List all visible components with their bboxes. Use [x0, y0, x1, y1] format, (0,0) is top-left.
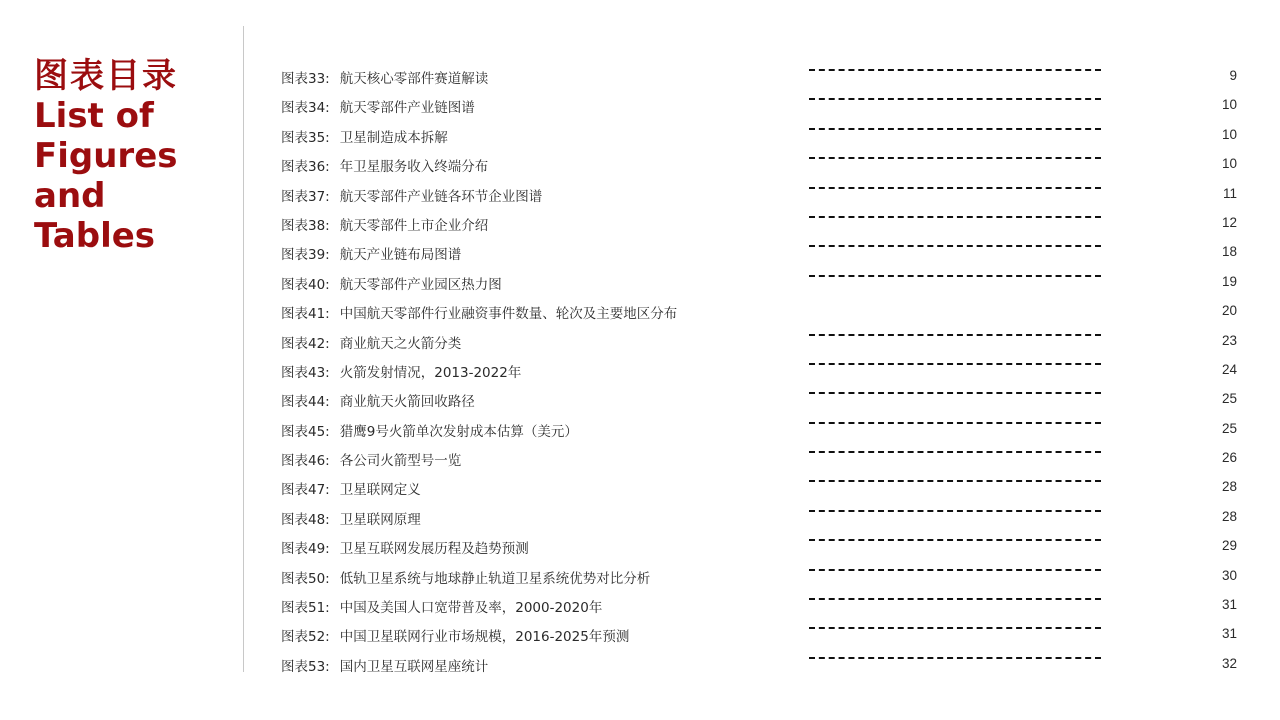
toc-entry[interactable]: [281, 531, 1241, 560]
toc-entry-title: 中国航天零部件行业融资事件数量、轮次及主要地区分布: [339, 306, 678, 323]
toc-entry-number: 图表39:: [281, 247, 330, 264]
toc-page-number: 12: [1221, 214, 1237, 230]
toc-page-number: 9: [1229, 68, 1237, 83]
toc-entry-title: 中国及美国人口宽带普及率，2000-2020年: [339, 600, 603, 617]
toc-entry[interactable]: [281, 649, 1241, 678]
toc-entry-title: 火箭发射情况，2013-2022年: [339, 364, 522, 381]
figure-list: [281, 61, 1241, 678]
toc-entry-label[interactable]: [281, 332, 461, 352]
toc-entry-label[interactable]: [281, 67, 488, 87]
toc-leader-dots: [809, 128, 1101, 130]
toc-entry-number: 图表37:: [281, 188, 330, 205]
toc-entry-title: 猎鹰9号火箭单次发射成本估算（美元）: [339, 423, 578, 440]
toc-entry-number: 图表34:: [281, 100, 330, 117]
toc-entry-label[interactable]: [281, 596, 602, 616]
toc-entry-label[interactable]: [281, 214, 488, 234]
toc-page-number: 28: [1221, 508, 1237, 524]
toc-entry-number: 图表35:: [281, 129, 330, 146]
toc-entry-number: 图表40:: [281, 276, 330, 293]
toc-entry-number: 图表47:: [281, 482, 330, 499]
toc-page-number: 31: [1221, 597, 1237, 613]
toc-entry-title: 航天产业链布局图谱: [339, 247, 462, 264]
toc-entry-label[interactable]: [281, 243, 461, 263]
toc-entry-label[interactable]: [281, 567, 650, 587]
toc-page-number: 24: [1221, 361, 1237, 377]
toc-leader-dots: [809, 422, 1101, 424]
toc-entry[interactable]: [281, 267, 1241, 296]
toc-leader-dots: [809, 98, 1101, 100]
toc-leader-dots: [809, 334, 1101, 336]
toc-leader-dots: [809, 598, 1101, 600]
toc-entry-number: 图表51:: [281, 600, 330, 617]
toc-entry-number: 图表43:: [281, 364, 330, 381]
toc-leader-dots: [809, 451, 1101, 453]
toc-entry-title: 国内卫星互联网星座统计: [339, 658, 489, 675]
toc-entry-label[interactable]: [281, 625, 629, 645]
toc-leader-dots: [809, 245, 1101, 247]
toc-page-number: 28: [1221, 479, 1237, 495]
title-english-line-2: Figures: [34, 136, 178, 176]
toc-page-number: 23: [1221, 332, 1237, 348]
vertical-divider: [243, 26, 244, 672]
toc-entry-number: 图表52:: [281, 629, 330, 646]
toc-page-number: 25: [1221, 391, 1237, 407]
toc-page-number: 29: [1221, 538, 1237, 554]
toc-entry[interactable]: [281, 120, 1241, 149]
toc-entry[interactable]: [281, 355, 1241, 384]
toc-entry-number: 图表49:: [281, 541, 330, 558]
toc-page-number: 19: [1221, 273, 1237, 289]
toc-entry-title: 卫星联网原理: [339, 511, 421, 528]
toc-leader-dots: [809, 480, 1101, 482]
toc-entry[interactable]: [281, 502, 1241, 531]
toc-entry-label[interactable]: [281, 185, 542, 205]
toc-leader-dots: [809, 275, 1101, 277]
toc-entry[interactable]: [281, 296, 1241, 325]
toc-page-number: 11: [1222, 185, 1237, 201]
toc-page-number: 18: [1221, 244, 1237, 260]
toc-entry-label[interactable]: [281, 420, 578, 440]
toc-entry[interactable]: [281, 208, 1241, 237]
toc-entry-title: 低轨卫星系统与地球静止轨道卫星系统优势对比分析: [339, 570, 651, 587]
toc-leader-dots: [809, 539, 1101, 541]
toc-entry-title: 商业航天之火箭分类: [339, 335, 462, 352]
toc-leader-dots: [809, 157, 1101, 159]
toc-entry-number: 图表50:: [281, 570, 330, 587]
toc-page-number: 10: [1221, 97, 1237, 113]
toc-entry-number: 图表53:: [281, 658, 330, 675]
toc-entry-title: 各公司火箭型号一览: [339, 453, 462, 470]
toc-entry-title: 商业航天火箭回收路径: [339, 394, 475, 411]
toc-entry[interactable]: [281, 326, 1241, 355]
toc-entry-number: 图表36:: [281, 159, 330, 176]
toc-entry[interactable]: [281, 472, 1241, 501]
toc-entry-title: 航天零部件产业园区热力图: [339, 276, 502, 293]
toc-page-number: 20: [1221, 303, 1237, 319]
toc-entry[interactable]: [281, 443, 1241, 472]
toc-entry-title: 航天核心零部件赛道解读: [339, 71, 489, 87]
toc-leader-dots: [809, 187, 1101, 189]
toc-entry-title: 航天零部件产业链各环节企业图谱: [339, 188, 543, 205]
toc-entry-label[interactable]: [281, 655, 488, 675]
toc-leader-dots: [809, 627, 1101, 629]
toc-entry[interactable]: [281, 149, 1241, 178]
toc-entry-label[interactable]: [281, 478, 421, 498]
toc-entry-title: 卫星互联网发展历程及趋势预测: [339, 541, 529, 558]
toc-entry-number: 图表48:: [281, 511, 330, 528]
toc-page-number: 30: [1221, 567, 1237, 583]
toc-entry-number: 图表41:: [281, 306, 330, 323]
toc-leader-dots: [809, 363, 1101, 365]
toc-entry-title: 航天零部件产业链图谱: [339, 100, 475, 117]
toc-entry-label[interactable]: [281, 302, 677, 322]
toc-leader-dots: [809, 569, 1101, 571]
toc-entry-title: 航天零部件上市企业介绍: [339, 217, 489, 234]
toc-entry[interactable]: [281, 590, 1241, 619]
toc-entry-number: 图表42:: [281, 335, 330, 352]
toc-entry-label[interactable]: [281, 449, 461, 469]
toc-leader-dots: [809, 392, 1101, 394]
toc-entry-title: 中国卫星联网行业市场规模，2016-2025年预测: [339, 629, 630, 646]
toc-entry-title: 卫星联网定义: [339, 482, 421, 499]
toc-entry[interactable]: [281, 61, 1241, 90]
toc-entry[interactable]: [281, 384, 1241, 413]
toc-entry[interactable]: [281, 237, 1241, 266]
page-title: [34, 56, 234, 256]
toc-leader-dots: [809, 510, 1101, 512]
toc-entry-label[interactable]: [281, 537, 529, 557]
toc-entry-label[interactable]: [281, 508, 421, 528]
toc-entry[interactable]: [281, 179, 1241, 208]
toc-entry-title: 年卫星服务收入终端分布: [339, 159, 489, 176]
title-english-line-3: and Tables: [34, 176, 156, 256]
toc-entry-label[interactable]: [281, 361, 521, 381]
toc-entry-number: 图表45:: [281, 423, 330, 440]
toc-leader-dots: [809, 216, 1101, 218]
toc-page-number: 10: [1221, 156, 1237, 172]
toc-entry-number: 图表46:: [281, 453, 330, 470]
toc-entry-label[interactable]: [281, 390, 475, 410]
toc-page-number: 10: [1221, 126, 1237, 142]
toc-page-number: 25: [1221, 420, 1237, 436]
title-chinese: 图表目录: [34, 56, 178, 96]
toc-entry[interactable]: [281, 414, 1241, 443]
toc-entry-number: 图表44:: [281, 394, 330, 411]
toc-entry[interactable]: [281, 561, 1241, 590]
toc-entry-number: 图表38:: [281, 217, 330, 234]
toc-entry-label[interactable]: [281, 96, 475, 116]
toc-entry-number: 图表33:: [281, 71, 330, 87]
toc-entry-label[interactable]: [281, 155, 488, 175]
title-english-line-1: List of: [34, 96, 154, 136]
toc-entry-label[interactable]: [281, 126, 448, 146]
toc-entry[interactable]: [281, 619, 1241, 648]
toc-leader-dots: [809, 657, 1101, 659]
toc-entry[interactable]: [281, 90, 1241, 119]
toc-entry-title: 卫星制造成本拆解: [339, 129, 448, 146]
toc-leader-dots: [809, 69, 1101, 71]
toc-page-number: 32: [1221, 655, 1237, 671]
toc-page-number: 26: [1221, 450, 1237, 466]
toc-page-number: 31: [1221, 626, 1237, 642]
toc-entry-label[interactable]: [281, 273, 502, 293]
